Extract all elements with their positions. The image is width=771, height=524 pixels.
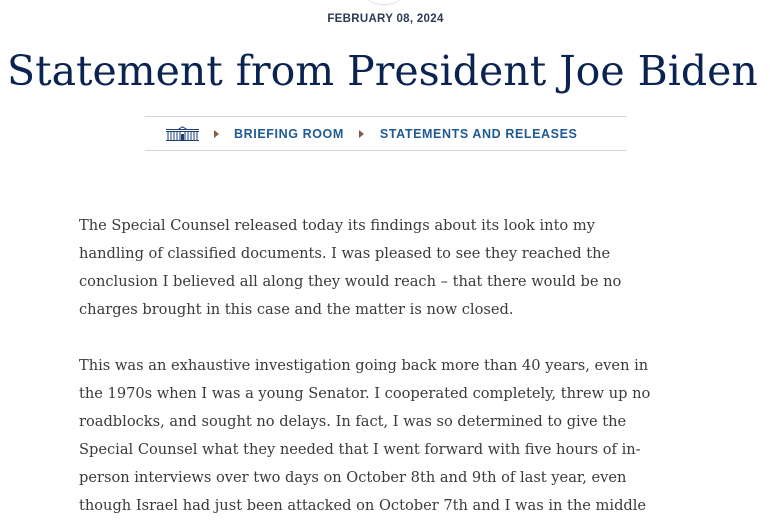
text-line: The Special Counsel released today its findings about its look into my [79,217,595,234]
text-line: This was an exhaustive investigation going back more than 40 years, even in [79,357,649,374]
page-title: Statement from President Joe Biden [7,47,758,95]
text-line: person interviews over two days on October 8th and 9th of last year, even [79,469,627,486]
text-line: roadblocks, and sought no delays. In fact, I was so determined to give the [79,413,627,430]
breadcrumb-statements-and-releases[interactable]: STATEMENTS AND RELEASES [379,126,578,141]
statement-body [79,212,699,520]
text-line: though Israel had just been attacked on October 7th and I was in the middle [79,497,647,514]
breadcrumb-separator-icon [214,130,219,138]
breadcrumb-separator-icon [359,130,364,138]
text-line: handling of classified documents. I was pleased to see they reached the [79,245,611,262]
paragraph [79,212,699,324]
header-decoration [362,0,406,5]
text-line: conclusion I believed all along they would reach – that there would be no [79,273,622,290]
paragraph [79,352,699,520]
publish-date: FEBRUARY 08, 2024 [327,13,444,25]
white-house-icon[interactable] [165,126,200,142]
text-line: charges brought in this case and the matter is now closed. [79,301,514,318]
text-line: Special Counsel what they needed that I went forward with five hours of in- [79,441,641,458]
breadcrumb [145,116,626,151]
breadcrumb-briefing-room[interactable]: BRIEFING ROOM [234,126,344,141]
text-line: the 1970s when I was a young Senator. I cooperated completely, threw up no [79,385,651,402]
